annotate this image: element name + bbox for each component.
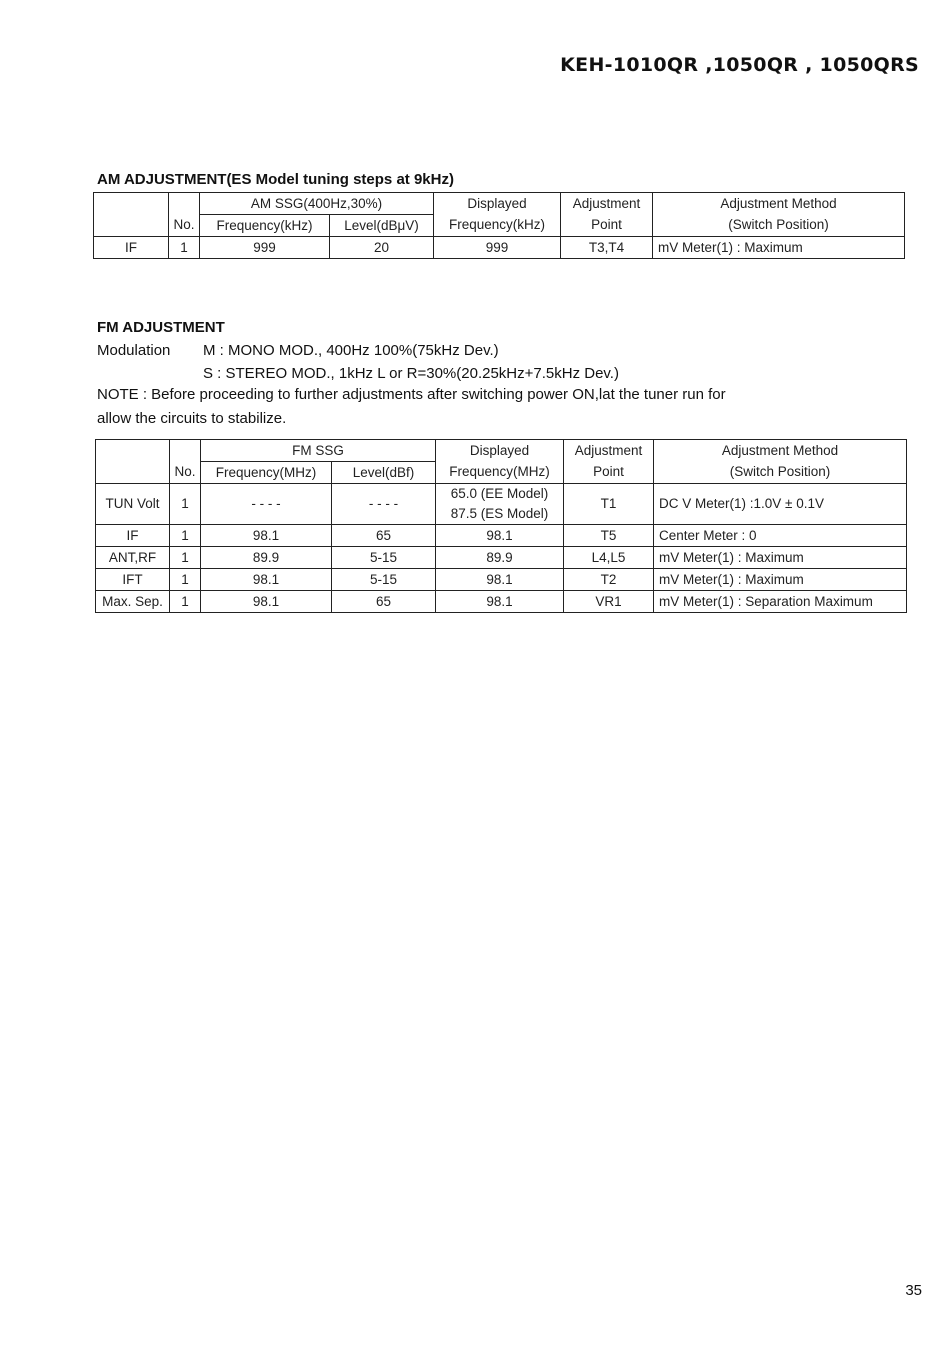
- row-point: T5: [564, 525, 654, 547]
- row-point: T1: [564, 484, 654, 525]
- row-label: Max. Sep.: [96, 591, 170, 613]
- row-method: mV Meter(1) : Maximum: [654, 569, 907, 591]
- table-row: [96, 484, 907, 525]
- row-level: 65: [332, 591, 436, 613]
- note-line-2: allow the circuits to stabilize.: [97, 410, 287, 427]
- row-displayed: 999: [434, 237, 561, 259]
- row-label: IF: [94, 237, 169, 259]
- fm-header-blank: [96, 440, 170, 484]
- fm-header-no: No.: [170, 462, 201, 484]
- am-header-no-top: [169, 193, 200, 215]
- row-point: L4,L5: [564, 547, 654, 569]
- am-header-displayed-frequency: Frequency(kHz): [434, 215, 561, 237]
- row-point: T2: [564, 569, 654, 591]
- row-frequency: - - - -: [201, 484, 332, 525]
- am-section-title: AM ADJUSTMENT(ES Model tuning steps at 9kHz): [97, 171, 454, 188]
- row-label: IF: [96, 525, 170, 547]
- row-label: IFT: [96, 569, 170, 591]
- am-header-ssg: AM SSG(400Hz,30%): [200, 193, 434, 215]
- note-line-1: NOTE : Before proceeding to further adjustments after switching power ON,lat the tuner run for: [97, 386, 726, 403]
- am-header-switch-position: (Switch Position): [653, 215, 905, 237]
- am-header-level: Level(dBμV): [330, 215, 434, 237]
- row-method: mV Meter(1) : Maximum: [654, 547, 907, 569]
- am-header-displayed: Displayed: [434, 193, 561, 215]
- row-frequency: 98.1: [201, 591, 332, 613]
- row-level: - - - -: [332, 484, 436, 525]
- fm-section-title: FM ADJUSTMENT: [97, 319, 225, 336]
- fm-adjustment-table: [95, 439, 907, 613]
- fm-header-no-top: [170, 440, 201, 462]
- fm-header-point: Point: [564, 462, 654, 484]
- row-label: ANT,RF: [96, 547, 170, 569]
- row-displayed: [436, 484, 564, 525]
- row-method: Center Meter : 0: [654, 525, 907, 547]
- row-no: 1: [170, 525, 201, 547]
- row-level: 5-15: [332, 569, 436, 591]
- row-method: mV Meter(1) : Maximum: [653, 237, 905, 259]
- displayed-es-model: 87.5 (ES Model): [450, 506, 549, 521]
- fm-header-switch-position: (Switch Position): [654, 462, 907, 484]
- row-displayed: 98.1: [436, 525, 564, 547]
- modulation-label: Modulation: [97, 342, 171, 359]
- row-label: TUN Volt: [96, 484, 170, 525]
- row-no: 1: [170, 547, 201, 569]
- table-row: [96, 547, 907, 569]
- am-header-no: No.: [169, 215, 200, 237]
- am-header-method: Adjustment Method: [653, 193, 905, 215]
- fm-header-adj-point: Adjustment: [564, 440, 654, 462]
- row-no: 1: [170, 484, 201, 525]
- am-header-blank: [94, 193, 169, 237]
- fm-header-frequency: Frequency(MHz): [201, 462, 332, 484]
- am-adjustment-table: [93, 192, 905, 259]
- row-frequency: 999: [200, 237, 330, 259]
- fm-header-displayed: Displayed: [436, 440, 564, 462]
- modulation-mono: M : MONO MOD., 400Hz 100%(75kHz Dev.): [203, 342, 499, 359]
- row-method: DC V Meter(1) :1.0V ± 0.1V: [654, 484, 907, 525]
- fm-header-ssg: FM SSG: [201, 440, 436, 462]
- row-method: mV Meter(1) : Separation Maximum: [654, 591, 907, 613]
- row-point: VR1: [564, 591, 654, 613]
- row-no: 1: [170, 591, 201, 613]
- row-frequency: 89.9: [201, 547, 332, 569]
- row-point: T3,T4: [561, 237, 653, 259]
- row-displayed: 89.9: [436, 547, 564, 569]
- row-no: 1: [169, 237, 200, 259]
- row-displayed: 98.1: [436, 591, 564, 613]
- fm-header-displayed-frequency: Frequency(MHz): [436, 462, 564, 484]
- fm-header-method: Adjustment Method: [654, 440, 907, 462]
- page-number: 35: [905, 1282, 922, 1299]
- row-frequency: 98.1: [201, 569, 332, 591]
- table-row: [96, 525, 907, 547]
- row-displayed: 98.1: [436, 569, 564, 591]
- fm-header-level: Level(dBf): [332, 462, 436, 484]
- modulation-stereo: S : STEREO MOD., 1kHz L or R=30%(20.25kHz+7.5kHz Dev.): [203, 365, 619, 382]
- table-row: [96, 569, 907, 591]
- row-level: 65: [332, 525, 436, 547]
- row-no: 1: [170, 569, 201, 591]
- row-frequency: 98.1: [201, 525, 332, 547]
- am-header-frequency: Frequency(kHz): [200, 215, 330, 237]
- am-header-point: Point: [561, 215, 653, 237]
- row-level: 20: [330, 237, 434, 259]
- table-row: [96, 591, 907, 613]
- document-header: KEH-1010QR ,1050QR , 1050QRS: [560, 54, 919, 76]
- am-header-adj-point: Adjustment: [561, 193, 653, 215]
- row-level: 5-15: [332, 547, 436, 569]
- table-row: [94, 237, 905, 259]
- displayed-ee-model: 65.0 (EE Model): [450, 486, 549, 501]
